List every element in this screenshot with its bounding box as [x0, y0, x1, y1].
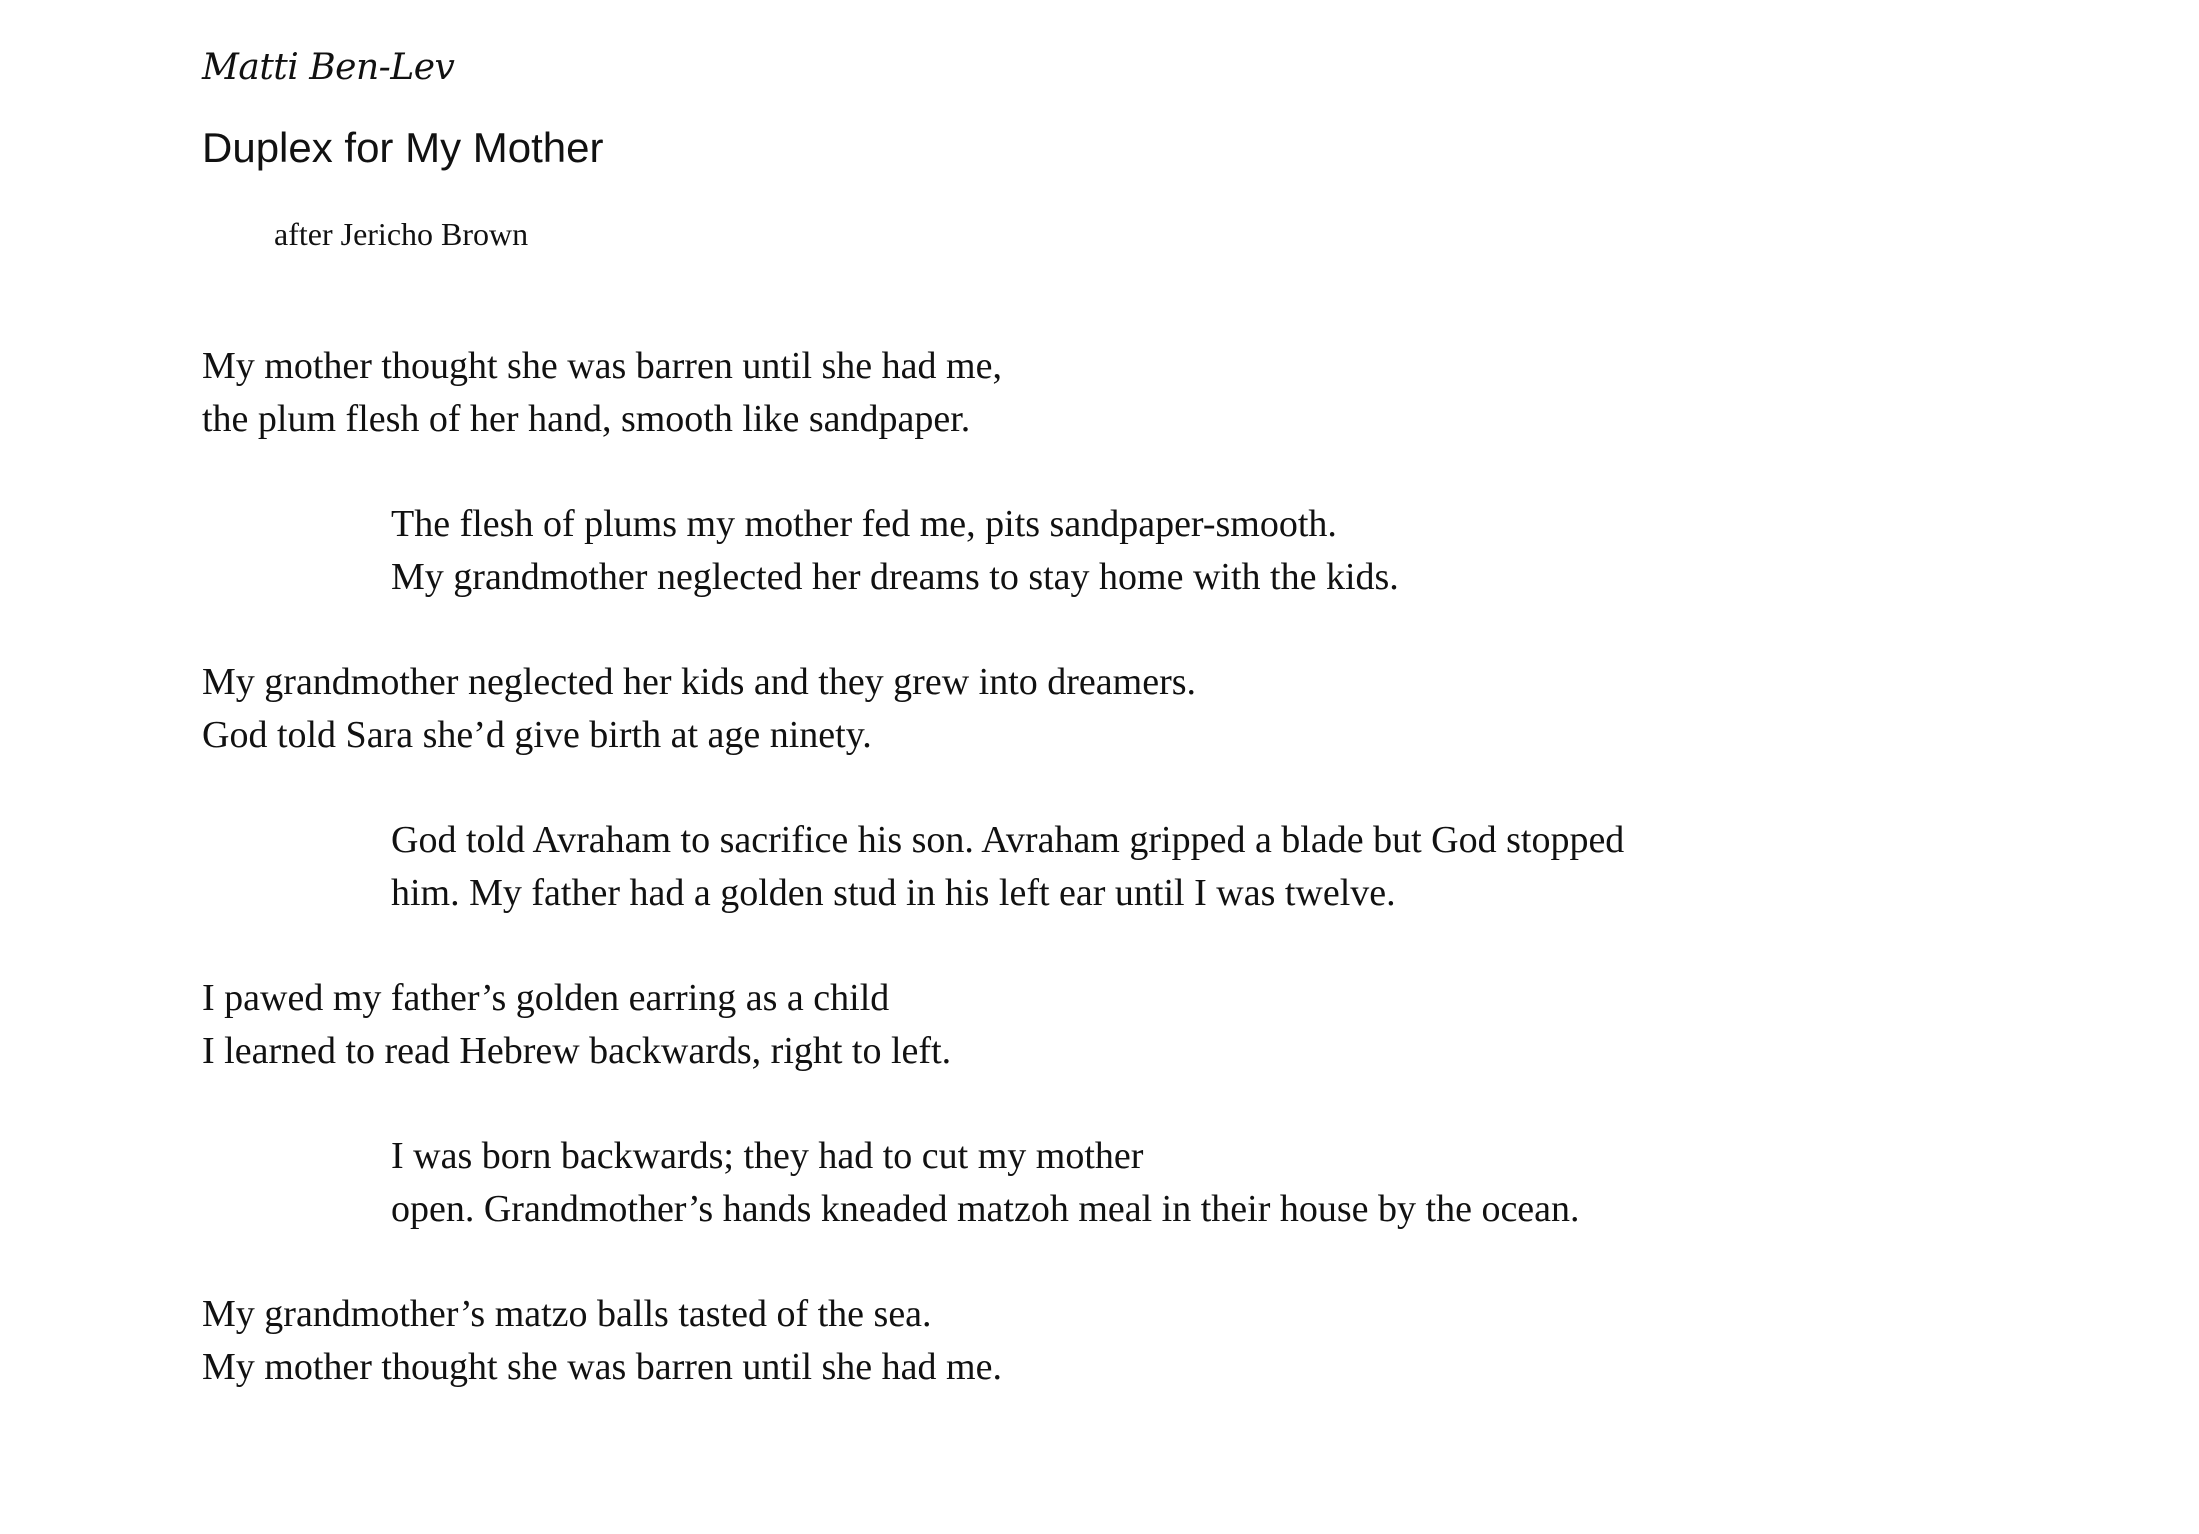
poem-line: I pawed my father’s golden earring as a child	[202, 977, 890, 1019]
poem-line: God told Avraham to sacrifice his son. Avraham gripped a blade but God stopped	[391, 819, 1625, 861]
stanza-6	[391, 1130, 1580, 1236]
poem-line: My grandmother neglected her kids and they grew into dreamers.	[202, 661, 1197, 703]
poem-line: the plum flesh of her hand, smooth like sandpaper.	[202, 398, 971, 440]
stanza-4	[391, 814, 1624, 920]
poem-line: God told Sara she’d give birth at age ninety.	[202, 714, 872, 756]
poem-line: My grandmother’s matzo balls tasted of the sea.	[202, 1293, 932, 1335]
stanza-3	[202, 656, 1196, 762]
stanza-2	[391, 498, 1399, 604]
poem-line: My mother thought she was barren until she had me.	[202, 1346, 1002, 1388]
poem-line: My mother thought she was barren until she had me,	[202, 345, 1002, 387]
poem-line: him. My father had a golden stud in his left ear until I was twelve.	[391, 872, 1396, 914]
stanza-5	[202, 972, 951, 1078]
poem-line: My grandmother neglected her dreams to stay home with the kids.	[391, 556, 1399, 598]
stanza-1	[202, 340, 1002, 446]
poem-line: I learned to read Hebrew backwards, right to left.	[202, 1030, 952, 1072]
poem-line: I was born backwards; they had to cut my mother	[391, 1135, 1144, 1177]
author-name: Matti Ben-Lev	[202, 47, 455, 88]
stanza-7	[202, 1288, 1002, 1394]
poem-line: The flesh of plums my mother fed me, pits sandpaper-smooth.	[391, 503, 1337, 545]
poem-line: open. Grandmother’s hands kneaded matzoh meal in their house by the ocean.	[391, 1188, 1580, 1230]
poem-title: Duplex for My Mother	[202, 124, 604, 171]
poem-dedication: after Jericho Brown	[274, 216, 529, 252]
